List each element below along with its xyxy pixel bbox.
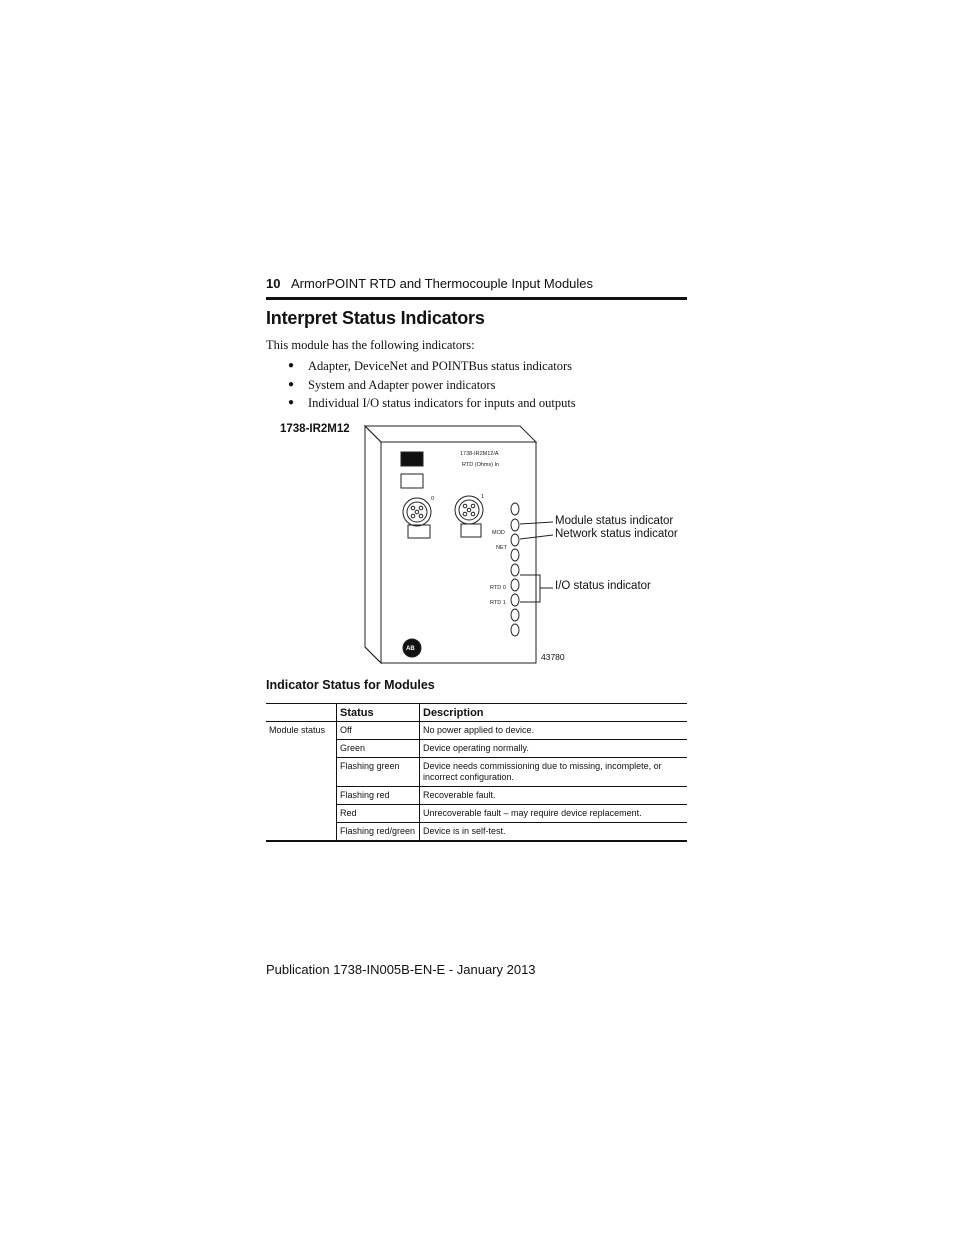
description-cell: Device is in self-test. [420, 823, 688, 842]
table-row [266, 823, 687, 842]
led-label-net: NET [496, 545, 507, 551]
led-label-rtd0: RTD 0 [490, 585, 506, 591]
list-item [287, 377, 576, 396]
status-cell: Off [337, 722, 420, 740]
description-cell: No power applied to device. [420, 722, 688, 740]
bullet-icon: ● [288, 360, 295, 371]
callout-module-status: Module status indicator [555, 515, 674, 527]
status-cell: Green [337, 740, 420, 758]
publication-footer: Publication 1738-IN005B-EN-E - January 2013 [266, 962, 536, 977]
description-cell: Device operating normally. [420, 740, 688, 758]
empty-cell [266, 823, 337, 842]
list-item-text: System and Adapter power indicators [308, 377, 496, 392]
indicator-list [287, 358, 576, 414]
device-top-face [365, 426, 536, 442]
device-subtitle-text: RTD (Ohms) In [462, 462, 500, 468]
device-side-face [365, 426, 381, 663]
module-diagram [360, 420, 680, 670]
description-cell: Unrecoverable fault – may require device replacement. [420, 805, 688, 823]
list-item [287, 395, 576, 414]
column-header-description: Description [420, 704, 688, 722]
header-rule [266, 297, 687, 300]
group-label-cell: Module status [269, 725, 326, 735]
column-header [266, 704, 337, 722]
column-header-status: Status [337, 704, 420, 722]
m12-connector-0 [403, 498, 431, 526]
list-item-text: Individual I/O status indicators for inputs and outputs [308, 396, 576, 411]
indicator-status-table [266, 703, 687, 842]
table-title: Indicator Status for Modules [266, 678, 435, 692]
led-label-mod: MOD [492, 530, 505, 536]
bullet-icon: ● [288, 397, 295, 409]
logo-text: AB [406, 646, 415, 652]
status-cell: Flashing red/green [337, 823, 420, 842]
m12-connector-1 [455, 496, 483, 524]
device-front-face [381, 442, 536, 663]
status-cell: Flashing red [337, 787, 420, 805]
table-header-row [266, 704, 687, 722]
bullet-icon: ● [288, 378, 295, 390]
header-title: ArmorPOINT RTD and Thermocouple Input Modules [291, 276, 594, 291]
status-cell: Flashing green [337, 758, 420, 787]
connector-1-label: 1 [481, 494, 485, 500]
figure-label: 1738-IR2M12 [280, 423, 350, 435]
table-row [266, 722, 687, 740]
led-label-rtd1: RTD 1 [490, 600, 506, 606]
page-number: 10 [266, 276, 281, 291]
io-status-bracket [520, 575, 540, 602]
section-title: Interpret Status Indicators [266, 308, 485, 328]
small-connector [401, 474, 423, 488]
list-item [287, 358, 576, 377]
connector-1-cap [461, 524, 481, 537]
description-cell: Device needs commissioning due to missing, incomplete, or incorrect configuration. [420, 758, 688, 787]
power-connector-block [401, 452, 423, 466]
callout-network-status: Network status indicator [555, 528, 678, 540]
status-cell: Red [337, 805, 420, 823]
description-cell: Recoverable fault. [420, 787, 688, 805]
running-header [266, 274, 687, 296]
connector-0-cap [408, 525, 430, 538]
module-drawing [360, 420, 680, 670]
connector-0-label: 0 [431, 496, 435, 502]
list-item-text: Adapter, DeviceNet and POINTBus status indicators [308, 359, 573, 373]
device-model-text: 1738-IR2M12/A [460, 451, 499, 457]
led-column [511, 503, 519, 636]
callout-io-status: I/O status indicator [555, 580, 651, 592]
figure-number: 43780 [541, 652, 565, 662]
intro-text: This module has the following indicators: [266, 338, 475, 352]
